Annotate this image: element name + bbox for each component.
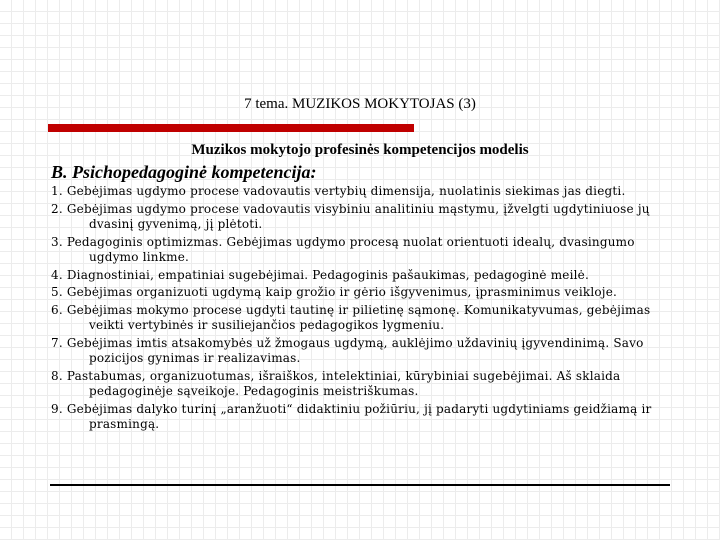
slide-subtitle: Muzikos mokytojo profesinės kompetencijos modelis (191, 142, 529, 158)
list-item: 3. Pedagoginis optimizmas. Gebėjimas ugdymo procesą nuolat orientuoti idealų, dvasingumo ugdymo linkme. (51, 234, 635, 264)
list-item: 8. Pastabumas, organizuotumas, išraiškos, intelektiniai, kūrybiniai sugebėjimai. Aš sklaida pedagoginėje sąveikoje. Pedagoginis meistriškumas. (51, 368, 621, 398)
list-item: 9. Gebėjimas dalyko turinį „aranžuoti“ didaktiniu požiūriu, jį padaryti ugdytiniams geidžiamą ir prasmingą. (51, 401, 652, 431)
list-item: 6. Gebėjimas mokymo procese ugdyti tautinę ir pilietinę sąmonę. Komunikatyvumas, gebėjimas veikti vertybinės ir susiliejančios pedagogikos lygmeniu. (51, 302, 651, 332)
list-item: 2. Gebėjimas ugdymo procese vadovautis visybiniu analitiniu mąstymu, įžvelgti ugdytiniuose jų dvasinį gyvenimą, jį plėtoti. (51, 201, 650, 231)
list-item: 4. Diagnostiniai, empatiniai sugebėjimai. Pedagoginis pašaukimas, pedagoginė meilė. (51, 267, 589, 282)
slide-title: 7 tema. MUZIKOS MOKYTOJAS (3) (244, 96, 476, 112)
competency-list (51, 184, 683, 435)
section-heading: B. Psichopedagoginė kompetencija: (51, 162, 317, 182)
list-item: 1. Gebėjimas ugdymo procese vadovautis vertybių dimensija, nuolatinis siekimas jas diegti. (51, 184, 626, 198)
title-accent-bar (48, 124, 414, 132)
list-item: 7. Gebėjimas imtis atsakomybės už žmogaus ugdymą, auklėjimo uždavinių įgyvendinimą. Savo pozicijos gynimas ir realizavimas. (51, 335, 644, 365)
list-item: 5. Gebėjimas organizuoti ugdymą kaip grožio ir gėrio išgyvenimus, įprasminimus veikloje. (51, 285, 618, 299)
bottom-divider (50, 484, 670, 486)
